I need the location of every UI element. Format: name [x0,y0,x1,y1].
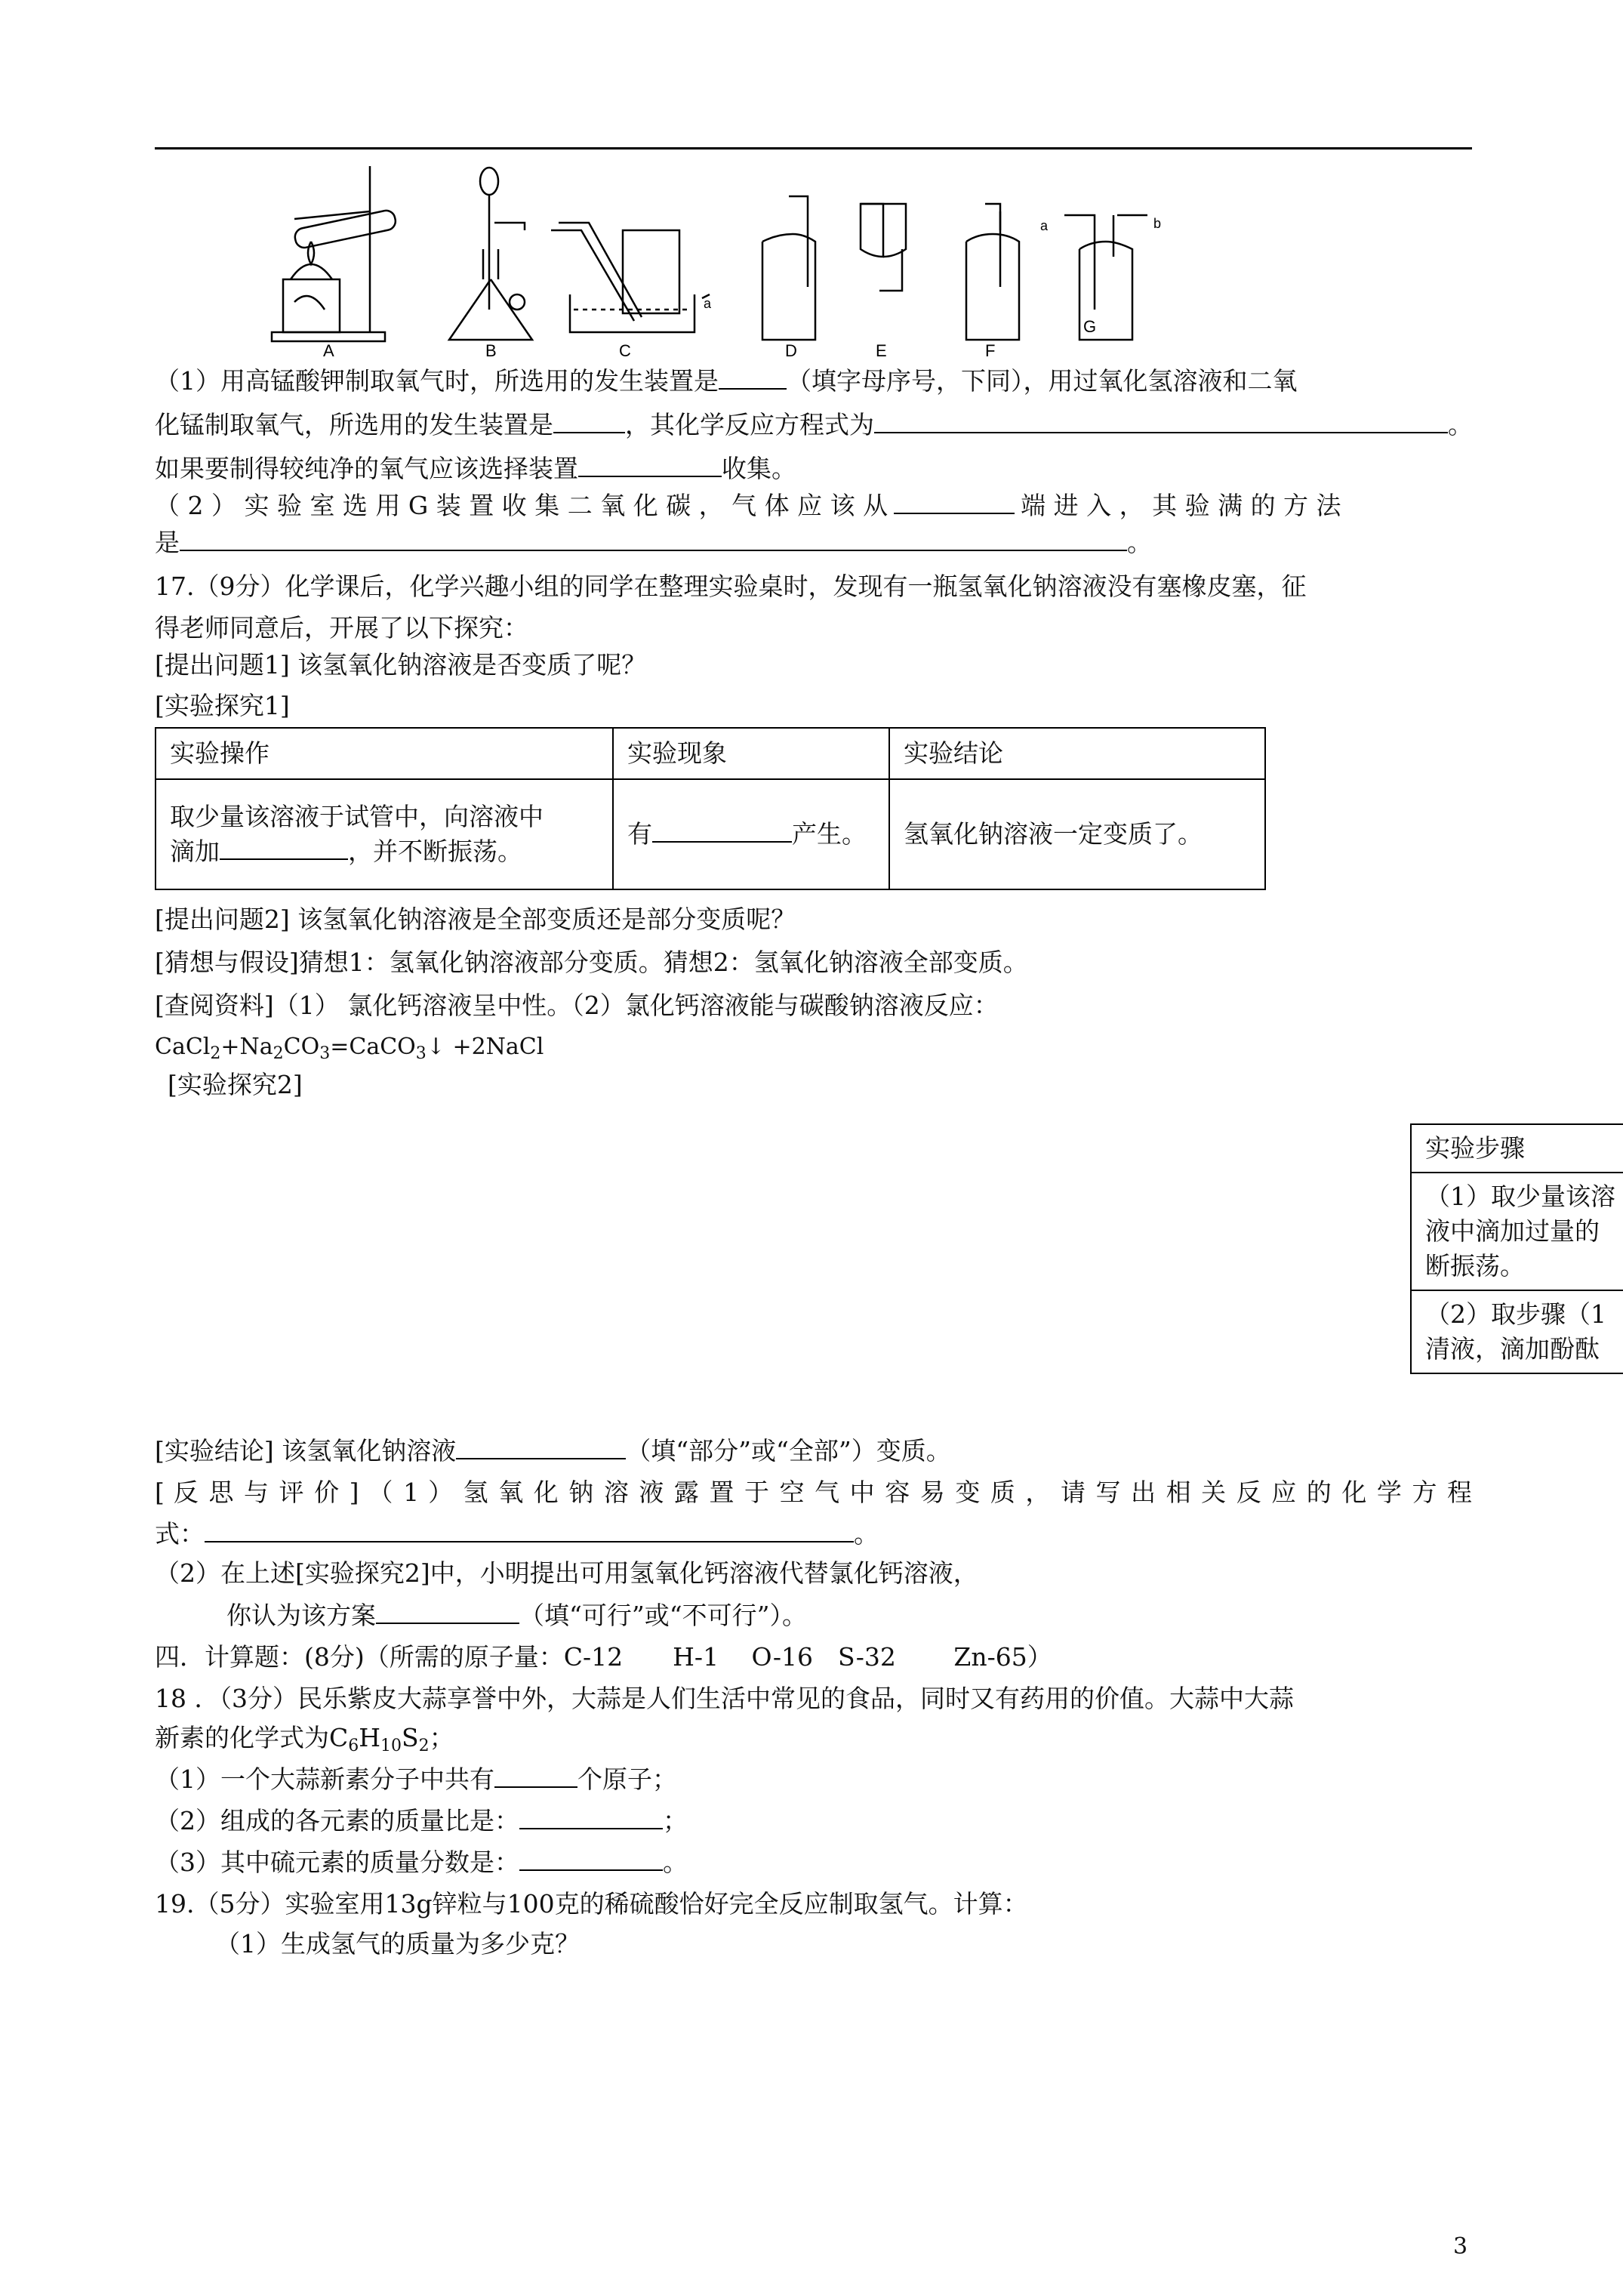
q16-part1-line2: 化锰制取氧气，所选用的发生装置是 ，其化学反应方程式为 。 [155,410,1473,439]
apparatus-e-drawing [861,204,906,291]
label-c: C [619,341,631,360]
answer-blank-4[interactable] [578,453,722,477]
apparatus-g-drawing [1064,215,1147,340]
answer-blank-7[interactable] [220,836,348,860]
answer-blank-9[interactable] [456,1435,626,1459]
cell-phenomenon: 有 产生。 [613,779,889,889]
q18-part2: （2）组成的各元素的质量比是： ； [155,1806,688,1835]
q17-reflect1: [ 反 思 与 评 价 ] （ 1 ） 氢 氧 化 钠 溶 液 露 置 于 空 气 中 容 易 变 质 ， 请 写 出 相 关 反 应 的 化 学 方 程 [155,1478,1472,1507]
apparatus-b-drawing [449,168,532,340]
label-e: E [876,341,887,360]
cell-conclusion: 氢氧化钠溶液一定变质了。 [889,779,1265,889]
q17-question1: [提出问题1] 该氢氧化钠溶液是否变质了呢？ [155,650,647,680]
answer-blank-1[interactable] [719,365,787,390]
label-d: D [785,341,797,360]
label-g: G [1083,317,1097,336]
port-label-g-a: a [1040,218,1049,233]
apparatus-diagram [264,159,1246,362]
q17-intro-line1: 17.（9分）化学课后，化学兴趣小组的同学在整理实验桌时，发现有一瓶氢氧化钠溶液没有塞橡皮塞，征 [155,572,1307,601]
q18-line1: 18 ．（3分）民乐紫皮大蒜享誉中外，大蒜是人们生活中常见的食品，同时又有药用的价值。大蒜中大蒜 [155,1684,1294,1713]
q17-reflect2-answer: 你认为该方案 （填“可行”或“不可行”）。 [226,1601,807,1630]
q18-part3: （3）其中硫元素的质量分数是： 。 [155,1848,688,1877]
table-row [156,779,1265,889]
header-operation: 实验操作 [156,728,613,779]
label-a: A [323,341,334,360]
label-b: B [485,341,497,360]
q16-part1-line1: （1）用高锰酸钾制取氧气时，所选用的发生装置是 （填字母序号，下同），用过氧化氢溶液和二氧 [155,366,1298,396]
q17-equation: $CaCl_2+Na_2CO_3=CaCO_3↓$ +2NaCl [155,1034,544,1063]
q17-conclusion: [实验结论] 该氢氧化钠溶液 （填“部分”或“全部”）变质。 [155,1436,951,1465]
apparatus-c-drawing [551,223,710,332]
table2-row-2: （2）取步骤（1 清液，滴加酚酞 [1411,1290,1623,1373]
answer-blank-2[interactable] [553,409,625,433]
answer-blank-11[interactable] [376,1600,519,1624]
label-f: F [985,341,996,360]
experiment-table-1 [155,727,1266,890]
q18-formula-line: 新素的化学式为$C_6H_{10}S_2$； [155,1723,454,1755]
section4-title: 四．计算题：(8分)（所需的原子量：C-12 H-1 O-16 S-32 Zn-65） [155,1642,1052,1672]
q16-part2-line2: 是 。 [155,528,1152,557]
apparatus-a-drawing [272,166,397,341]
header-conclusion: 实验结论 [889,728,1265,779]
q18-part1: （1）一个大蒜新素分子中共有 个原子； [155,1764,677,1794]
q17-hypothesis: [猜想与假设]猜想1：氢氧化钠溶液部分变质。猜想2：氢氧化钠溶液全部变质。 [155,948,1028,977]
answer-blank-10[interactable] [205,1518,854,1542]
q17-intro-line2: 得老师同意后，开展了以下探究： [155,613,528,643]
q17-explore1: [实验探究1] [155,691,290,720]
cell-operation: 取少量该溶液于试管中，向溶液中 滴加 ，并不断振荡。 [156,779,613,889]
table2-row-1: （1）取少量该溶 液中滴加过量的 断振荡。 [1411,1173,1623,1290]
q19-line1: 19.（5分）实验室用13g锌粒与100克的稀硫酸恰好完全反应制取氢气。计算： [155,1889,1028,1918]
q17-reflect2: （2）在上述[实验探究2]中，小明提出可用氢氧化钙溶液代替氯化钙溶液， [155,1558,978,1588]
answer-blank-14[interactable] [519,1847,663,1871]
answer-blank-13[interactable] [519,1805,663,1829]
answer-blank-12[interactable] [494,1764,577,1788]
answer-blank-3[interactable] [874,409,1448,433]
answer-blank-8[interactable] [652,818,792,843]
port-label-g-b: b [1153,216,1162,231]
answer-blank-5[interactable] [894,490,1015,514]
page-number: 3 [1453,2233,1468,2260]
header-phenomenon: 实验现象 [613,728,889,779]
header-rule [155,147,1472,149]
table-header-row [156,728,1265,779]
apparatus-f-drawing [966,204,1019,340]
experiment-table-2 [1410,1123,1623,1374]
table2-header: 实验步骤 [1411,1124,1623,1173]
q17-explore2: [实验探究2] [168,1070,303,1099]
apparatus-d-drawing [762,196,815,340]
q16-part1-line3: 如果要制得较纯净的氧气应该选择装置 收集。 [155,454,796,483]
q17-reference: [查阅资料]（1） 氯化钙溶液呈中性。（2）氯化钙溶液能与碳酸钠溶液反应： [155,991,999,1020]
q17-question2: [提出问题2] 该氢氧化钠溶液是全部变质还是部分变质呢？ [155,905,796,934]
q16-part2-line1: （ 2 ） 实 验 室 选 用 G 装 置 收 集 二 氧 化 碳 ， 气 体 应 该 从 端 进 入 ， 其 验 满 的 方 法 [155,491,1341,520]
answer-blank-6[interactable] [180,527,1127,551]
q17-reflect1-answer: 式： 。 [155,1519,879,1549]
q19-line2: （1）生成氢气的质量为多少克？ [215,1929,580,1959]
port-label-c-a: a [704,296,712,311]
apparatus-figure [264,159,1246,362]
